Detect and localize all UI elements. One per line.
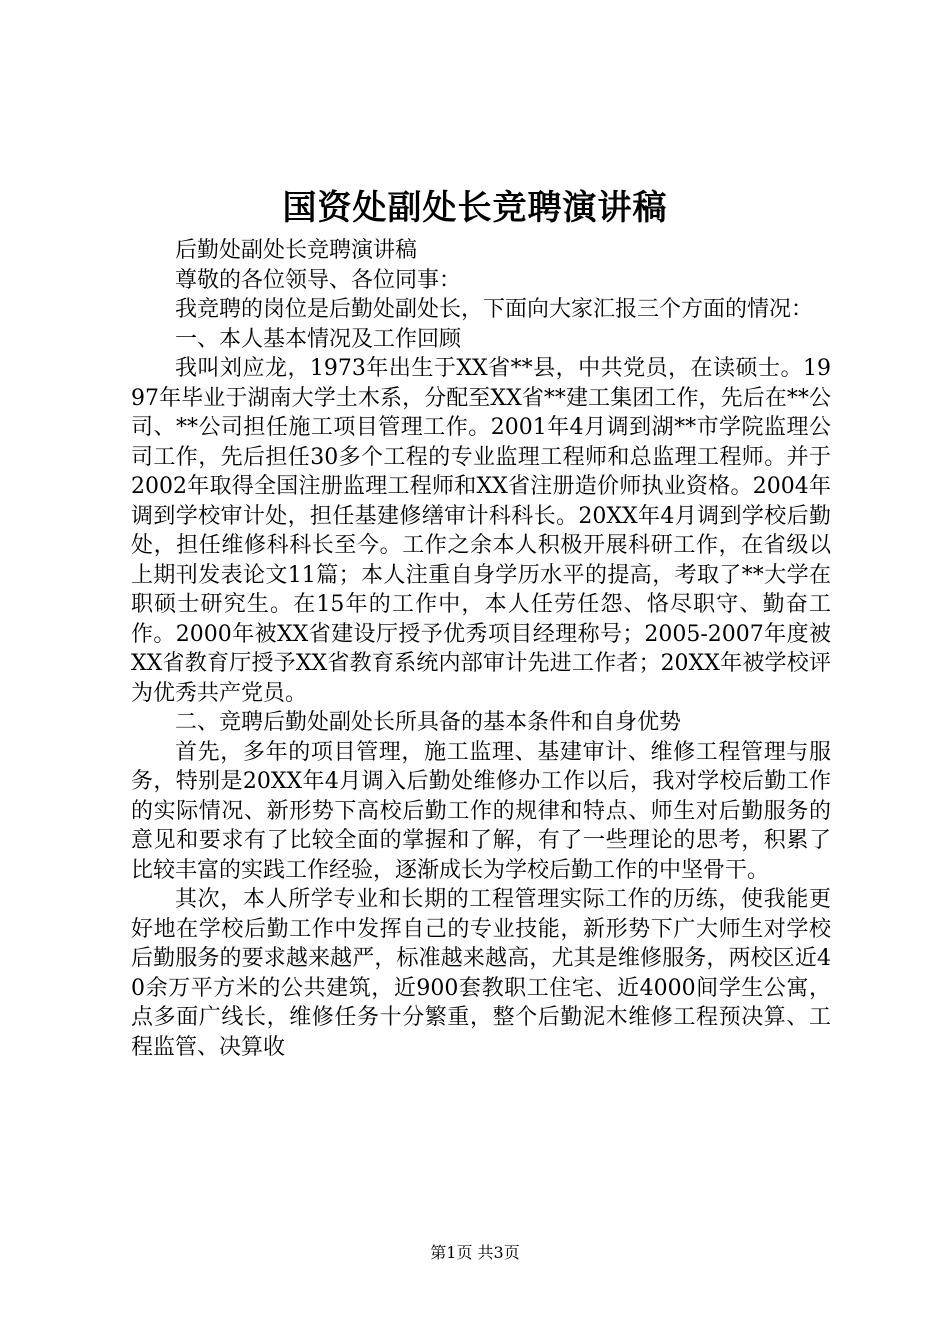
paragraph-background: 我叫刘应龙，1973年出生于XX省**县，中共党员，在读硕士。1997年毕业于湖南大学土木系，分配至XX省**建工集团工作，先后在**公司、**公司担任施工项目管理工作。2001年4月调到湖**市学院监理公司工作，先后担任30多个工程的专业监理工程师和总监理工程师。并于2002年取得全国注册监理工程师和XX省注册造价师执业资格。2004年调到学校审计处，担任基建修缮审计科科长。20XX年4月调到学校后勤处，担任维修科科长至今。工作之余本人积极开展科研工作，在省级以上期刊发表论文11篇；本人注重自身学历水平的提高，考取了**大学在职硕士研究生。在15年的工作中，本人任劳任怨、恪尽职守、勤奋工作。2000年被XX省建设厅授予优秀项目经理称号；2005-2007年度被XX省教育厅授予XX省教育系统内部审计先进工作者；20XX年被学校评为优秀共产党员。 [131, 356, 832, 706]
paragraph-subtitle: 后勤处副处长竞聘演讲稿 [175, 238, 418, 263]
document-body [131, 236, 831, 1062]
document-title: 国资处副处长竞聘演讲稿 [282, 188, 668, 228]
paragraph-second: 其次，本人所学专业和长期的工程管理实际工作的历练，使我能更好地在学校后勤工作中发挥自己的专业技能，新形势下广大师生对学校后勤服务的要求越来越严，标准越来越高，尤其是维修服务，两校区近40余万平方米的公共建筑，近900套教职工住宅、近4000间学生公寓，点多面广线长，维修任务十分繁重，整个后勤泥木维修工程预决算、工程监管、决算收 [131, 887, 831, 1060]
section-heading-2: 二、竞聘后勤处副处长所具备的基本条件和自身优势 [175, 710, 682, 735]
paragraph-first: 首先，多年的项目管理，施工监理、基建审计、维修工程管理与服务，特别是20XX年4月调入后勤处维修办工作以后，我对学校后勤工作的实际情况、新形势下高校后勤工作的规律和特点、师生对后勤服务的意见和要求有了比较全面的掌握和了解，有了一些理论的思考，积累了比较丰富的实践工作经验，逐渐成长为学校后勤工作的中坚骨干。 [131, 739, 831, 883]
section-heading-1: 一、本人基本情况及工作回顾 [175, 326, 462, 352]
page-number: 第1页 共3页 [430, 1243, 520, 1262]
paragraph-intro: 我竞聘的岗位是后勤处副处长，下面向大家汇报三个方面的情况： [175, 297, 814, 322]
paragraph-salutation: 尊敬的各位领导、各位同事： [175, 267, 462, 293]
